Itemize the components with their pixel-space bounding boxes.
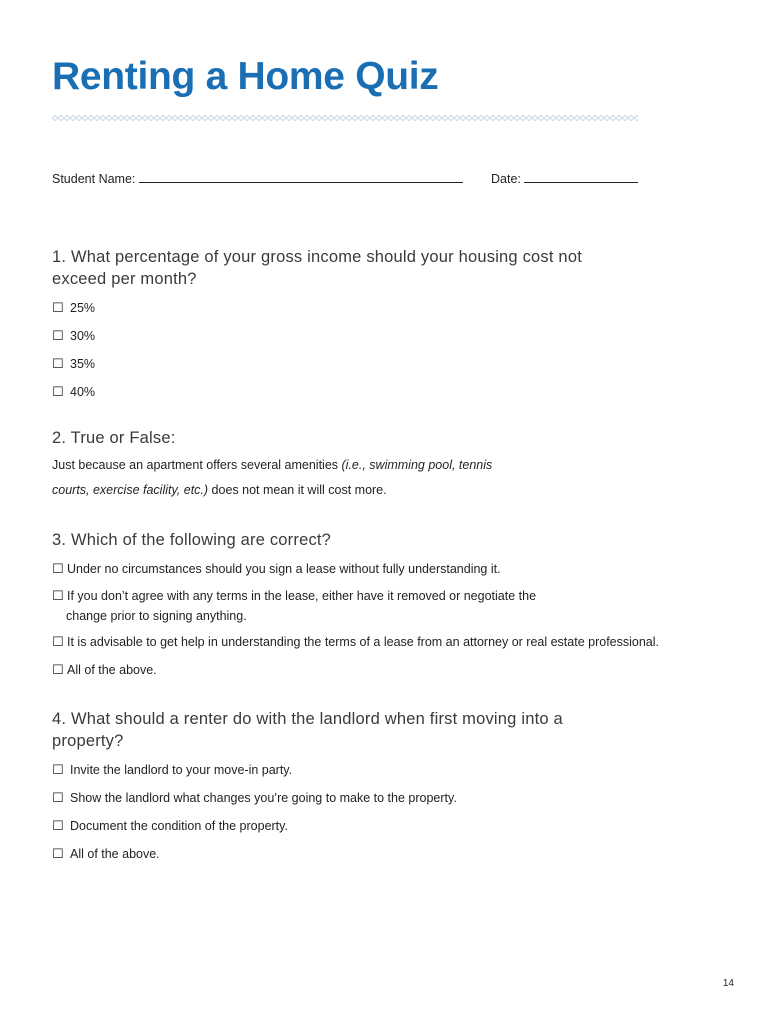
- student-name-label: Student Name:: [52, 172, 136, 186]
- checkbox-icon[interactable]: ☐: [52, 384, 64, 399]
- option-label: 40%: [70, 385, 96, 399]
- student-name-field[interactable]: [52, 170, 463, 186]
- option-label: Show the landlord what changes you’re going to make to the property.: [70, 791, 457, 805]
- option[interactable]: [52, 628, 712, 656]
- option-label: It is advisable to get help in understanding the terms of a lease from an attorney or real estate professional.: [67, 635, 660, 649]
- option-label-continued: change prior to signing anything.: [66, 609, 247, 623]
- question-4: [52, 708, 612, 752]
- option[interactable]: [52, 586, 712, 626]
- date-field[interactable]: [491, 170, 638, 186]
- option[interactable]: [52, 812, 457, 840]
- student-name-line[interactable]: [139, 170, 463, 183]
- option-label: All of the above.: [67, 663, 157, 677]
- option-label: 25%: [70, 301, 96, 315]
- checkbox-icon[interactable]: ☐: [52, 561, 64, 576]
- option[interactable]: [52, 656, 712, 684]
- date-line[interactable]: [524, 170, 638, 183]
- checkbox-icon[interactable]: ☐: [52, 588, 64, 603]
- option[interactable]: [52, 294, 95, 322]
- option-label: Invite the landlord to your move-in party.: [70, 763, 293, 777]
- checkbox-icon[interactable]: ☐: [52, 790, 64, 805]
- question-3-text: 3. Which of the following are correct?: [52, 531, 332, 549]
- statement-italic: (i.e., swimming pool, tennis courts, exercise facility, etc.): [52, 458, 493, 497]
- option[interactable]: [52, 322, 95, 350]
- option[interactable]: [52, 350, 95, 378]
- checkbox-icon[interactable]: ☐: [52, 300, 64, 315]
- question-3-options: [52, 555, 712, 684]
- question-2-text: 2. True or False:: [52, 429, 176, 447]
- option[interactable]: [52, 840, 457, 868]
- checkbox-icon[interactable]: ☐: [52, 762, 64, 777]
- checkbox-icon[interactable]: ☐: [52, 846, 64, 861]
- date-label: Date:: [491, 172, 521, 186]
- checkbox-icon[interactable]: ☐: [52, 356, 64, 371]
- statement-start: Just because an apartment offers several amenities: [52, 458, 342, 472]
- question-1-text: 1. What percentage of your gross income should your housing cost not exceed per month?: [52, 248, 582, 288]
- option-label: If you don’t agree with any terms in the lease, either have it removed or negotiate the: [67, 589, 537, 603]
- option[interactable]: [52, 784, 457, 812]
- checkbox-icon[interactable]: ☐: [52, 328, 64, 343]
- page-title: Renting a Home Quiz: [52, 55, 439, 98]
- checkbox-icon[interactable]: ☐: [52, 634, 64, 649]
- question-4-text: 4. What should a renter do with the landlord when first moving into a property?: [52, 710, 563, 750]
- page-number: 14: [722, 978, 734, 989]
- question-1-options: [52, 294, 95, 406]
- option[interactable]: [52, 378, 95, 406]
- checkbox-icon[interactable]: ☐: [52, 818, 64, 833]
- statement-end: does not mean it will cost more.: [208, 483, 387, 497]
- question-4-options: [52, 756, 457, 868]
- option-label: Document the condition of the property.: [70, 819, 288, 833]
- option-label: 35%: [70, 357, 96, 371]
- option[interactable]: [52, 756, 457, 784]
- checkbox-icon[interactable]: ☐: [52, 662, 64, 677]
- option-label: 30%: [70, 329, 96, 343]
- question-1: [52, 246, 632, 290]
- option-label: Under no circumstances should you sign a lease without fully understanding it.: [67, 562, 501, 576]
- option-label: All of the above.: [70, 847, 160, 861]
- question-2-statement: [52, 453, 532, 503]
- decorative-divider: [52, 114, 638, 122]
- option[interactable]: [52, 555, 712, 583]
